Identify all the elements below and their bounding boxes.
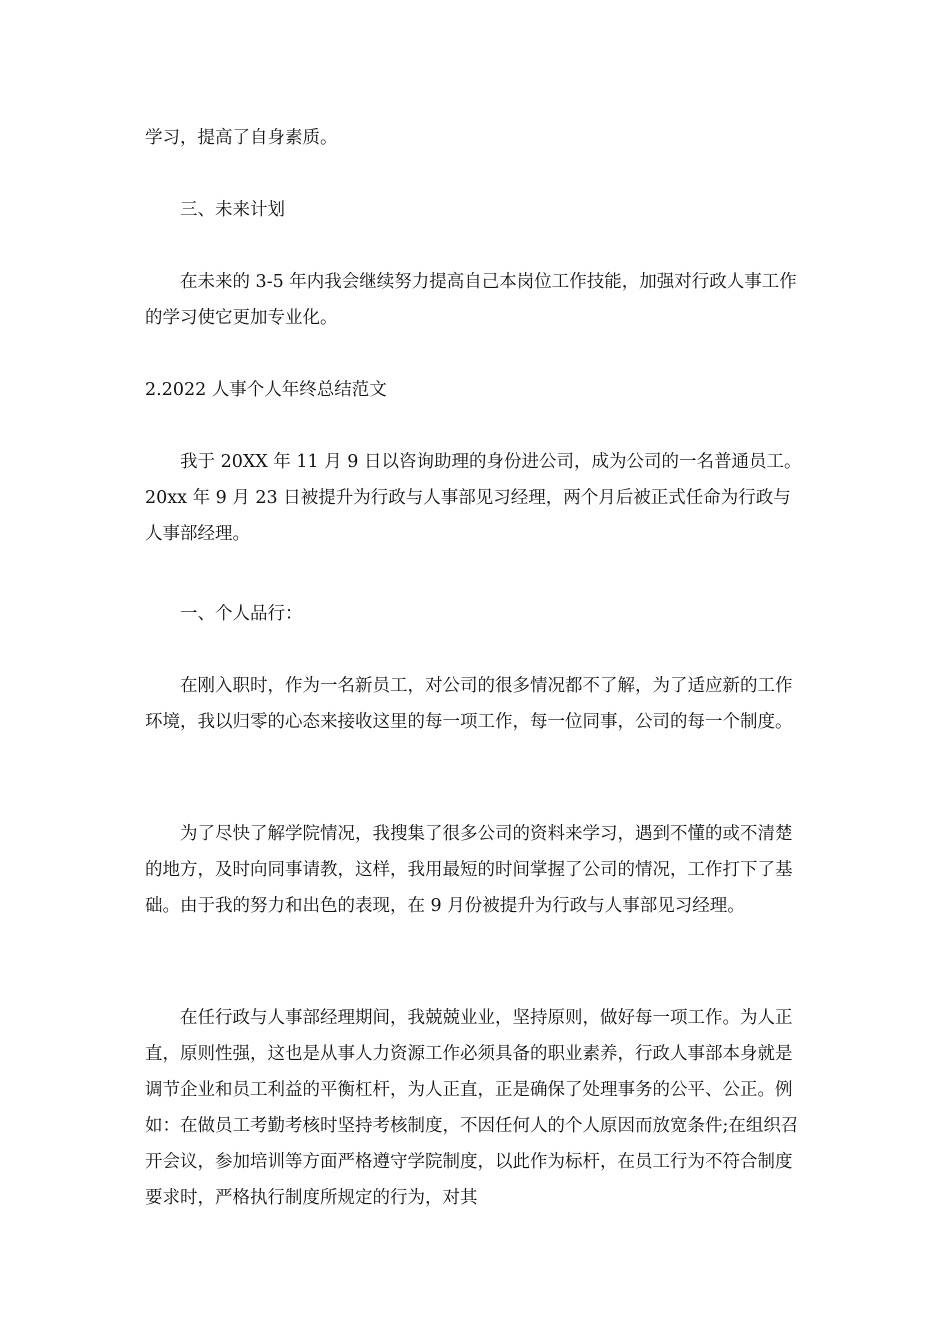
paragraph-manager-period: 在任行政与人事部经理期间，我兢兢业业，坚持原则，做好每一项工作。为人正直，原则性强，这也是从事人力资源工作必须具备的职业素养，行政人事部本身就是调节企业和员工利益的平衡杠杆，为人正直，正是确保了处理事务的公平、公正。例如：在做员工考勤考核时坚持考核制度，不因任何人的个人原因而放宽条件;在组织召开会议，参加培训等方面严格遵守学院制度，以此作为标杆，在员工行为不符合制度要求时，严格执行制度所规定的行为，对其 <box>145 1008 799 1208</box>
article-title: 2.2022 人事个人年终总结范文 <box>145 380 387 400</box>
paragraph-intro: 我于 20XX 年 11 月 9 日以咨询助理的身份进公司，成为公司的一名普通员工。20xx 年 9 月 23 日被提升为行政与人事部见习经理，两个月后被正式任命为行政与人事部经理。 <box>145 452 802 544</box>
paragraph-onboarding: 在刚入职时，作为一名新员工，对公司的很多情况都不了解，为了适应新的工作环境，我以归零的心态来接收这里的每一项工作，每一位同事，公司的每一个制度。 <box>145 676 793 732</box>
paragraph-continuation: 学习，提高了自身素质。 <box>145 128 338 148</box>
paragraph-future-plan: 在未来的 3-5 年内我会继续努力提高自己本岗位工作技能，加强对行政人事工作的学习使它更加专业化。 <box>145 272 797 328</box>
section-heading-future-plan: 三、未来计划 <box>180 200 285 220</box>
paragraph-learning: 为了尽快了解学院情况，我搜集了很多公司的资料来学习，遇到不懂的或不清楚的地方，及时向同事请教，这样，我用最短的时间掌握了公司的情况，工作打下了基础。由于我的努力和出色的表现，在 9 月份被提升为行政与人事部见习经理。 <box>145 824 793 916</box>
section-heading-personal-conduct: 一、个人品行： <box>180 604 303 624</box>
